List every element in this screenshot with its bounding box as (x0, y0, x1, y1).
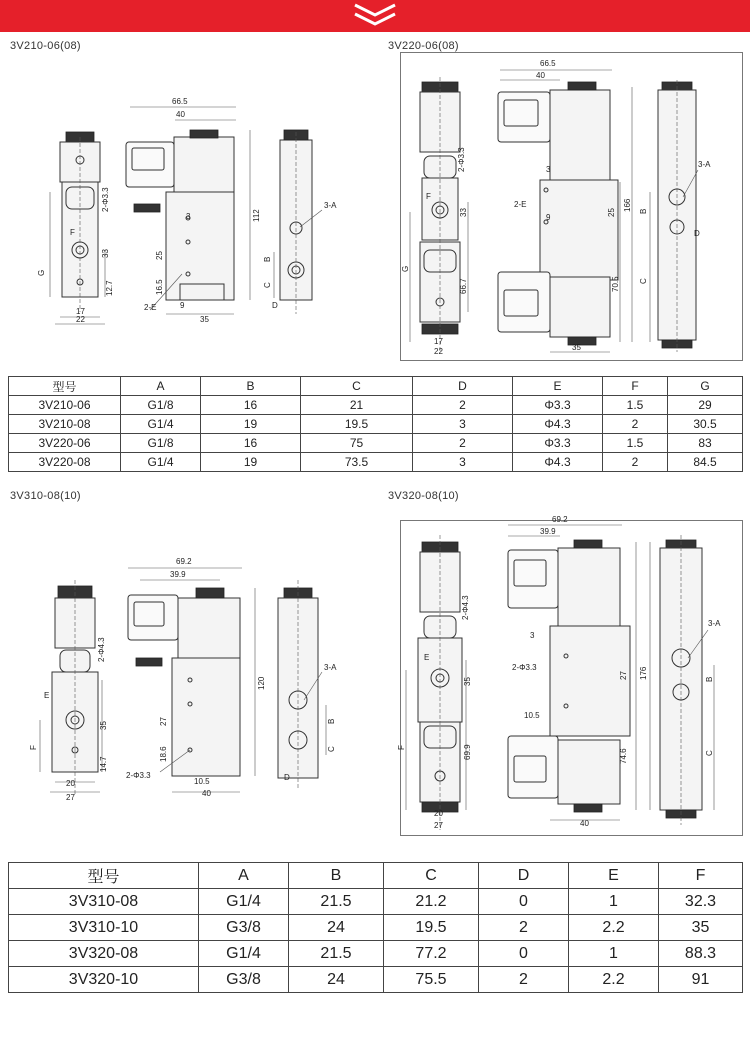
dim-label: 25 (155, 251, 164, 260)
table-header-row (9, 863, 743, 889)
column-header: C (301, 377, 413, 396)
table-cell: 35 (659, 915, 743, 941)
table-cell: G1/4 (121, 453, 201, 472)
table-cell: G3/8 (199, 915, 289, 941)
dim-label: 3-A (324, 663, 337, 672)
dim-label: 66.7 (459, 278, 468, 294)
double-chevron-down-icon (347, 2, 403, 28)
dim-label: 2-Φ3.3 (512, 663, 537, 672)
dim-label: 2-Φ4.3 (461, 595, 470, 620)
table-cell: G1/8 (121, 434, 201, 453)
dim-label: B (705, 676, 714, 682)
dim-label: 66.5 (172, 97, 188, 106)
table-cell: 21.5 (289, 889, 384, 915)
dim-label: 39.9 (170, 570, 186, 579)
dim-label: 25 (607, 208, 616, 217)
spec-table-3v2 (8, 376, 743, 472)
table-cell: 3V320-10 (9, 967, 199, 993)
table-cell: 1.5 (603, 396, 668, 415)
dim-label: 10.5 (194, 777, 210, 786)
dim-label: 22 (76, 315, 85, 324)
table-cell: 3V210-06 (9, 396, 121, 415)
drawing-3v320 (397, 515, 742, 835)
table-cell: G1/4 (199, 941, 289, 967)
table-row (9, 941, 743, 967)
table-cell: 16 (201, 396, 301, 415)
dim-label: 10.5 (524, 711, 540, 720)
dim-label: D (284, 773, 290, 782)
dim-label: D (694, 229, 700, 238)
dim-label: 35 (99, 721, 108, 730)
dim-label: 40 (202, 789, 211, 798)
drawing-3v220 (400, 52, 742, 360)
dim-label: 27 (159, 717, 168, 726)
table-cell: 24 (289, 967, 384, 993)
dim-label: 18.6 (159, 746, 168, 762)
dim-label: G (401, 265, 410, 272)
table-cell: 21.5 (289, 941, 384, 967)
dim-label: D (272, 301, 278, 310)
table-cell: 88.3 (659, 941, 743, 967)
table-cell: 3V320-08 (9, 941, 199, 967)
table-cell: 19.5 (301, 415, 413, 434)
table-cell: 2.2 (569, 915, 659, 941)
column-header: D (413, 377, 513, 396)
table-cell: 3V310-08 (9, 889, 199, 915)
table-cell: 3V310-10 (9, 915, 199, 941)
table-cell: 0 (479, 941, 569, 967)
dim-label: 35 (200, 315, 209, 324)
table-cell: 3V220-06 (9, 434, 121, 453)
dim-label: 40 (580, 819, 589, 828)
dim-label: 69.2 (176, 557, 192, 566)
column-header: G (668, 377, 743, 396)
table-cell: 2 (603, 453, 668, 472)
dim-label: 9 (546, 213, 551, 222)
dim-label: 12.7 (105, 280, 114, 296)
dim-label: 2-Φ3.3 (101, 187, 110, 212)
table-cell: 91 (659, 967, 743, 993)
dim-label: B (639, 208, 648, 214)
table-row (9, 453, 743, 472)
drawing-3v310 (0, 540, 385, 810)
dim-label: 17 (434, 337, 443, 346)
table-cell: 1 (569, 941, 659, 967)
table-cell: 84.5 (668, 453, 743, 472)
table-cell: 16 (201, 434, 301, 453)
table-row (9, 396, 743, 415)
dim-label: 3-A (324, 201, 337, 210)
dim-label: 3-A (708, 619, 721, 628)
table-cell: 3V220-08 (9, 453, 121, 472)
table-cell: 2 (603, 415, 668, 434)
dim-label: 20 (434, 809, 443, 818)
dim-label: 17 (76, 307, 85, 316)
table-row (9, 967, 743, 993)
table-cell: 1 (569, 889, 659, 915)
section-title-3v210: 3V210-06(08) (10, 40, 81, 52)
dim-label: 66.5 (540, 59, 556, 68)
dim-label: 40 (176, 110, 185, 119)
dim-label: 27 (434, 821, 443, 830)
dim-label: 3 (530, 631, 535, 640)
table-cell: 2 (413, 396, 513, 415)
table-cell: 3 (413, 415, 513, 434)
column-header: 型号 (9, 377, 121, 396)
table-cell: G1/4 (121, 415, 201, 434)
drawing-3v210 (0, 52, 385, 327)
dim-label: 2-Φ3.3 (126, 771, 151, 780)
dim-label: 120 (257, 676, 266, 690)
table-cell: Φ3.3 (513, 434, 603, 453)
dim-label: 2-Φ3.3 (457, 147, 466, 172)
table-cell: G1/4 (199, 889, 289, 915)
dim-label: F (426, 192, 431, 201)
dim-label: C (263, 282, 272, 288)
dim-label: 2-Φ4.3 (97, 637, 106, 662)
dim-label: E (44, 691, 50, 700)
column-header: A (121, 377, 201, 396)
table-cell: 24 (289, 915, 384, 941)
table-cell: 30.5 (668, 415, 743, 434)
dim-label: 112 (252, 209, 261, 222)
table-cell: 2.2 (569, 967, 659, 993)
table-cell: 2 (413, 434, 513, 453)
column-header: 型号 (9, 863, 199, 889)
table-cell: Φ4.3 (513, 453, 603, 472)
column-header: F (659, 863, 743, 889)
table-cell: 73.5 (301, 453, 413, 472)
dim-label: 33 (459, 208, 468, 217)
dim-label: 69.2 (552, 515, 568, 524)
column-header: B (289, 863, 384, 889)
dim-label: 22 (434, 347, 443, 356)
table-header-row (9, 377, 743, 396)
dim-label: 20 (66, 779, 75, 788)
table-cell: G3/8 (199, 967, 289, 993)
header-banner (0, 0, 750, 32)
table-cell: 29 (668, 396, 743, 415)
dim-label: C (327, 746, 336, 752)
table-cell: 83 (668, 434, 743, 453)
dim-label: 27 (66, 793, 75, 802)
table-cell: 21 (301, 396, 413, 415)
table-cell: 21.2 (384, 889, 479, 915)
dim-label: 9 (180, 301, 185, 310)
table-cell: 19 (201, 415, 301, 434)
table-cell: Φ3.3 (513, 396, 603, 415)
dim-label: 166 (623, 198, 632, 212)
table-cell: 75 (301, 434, 413, 453)
column-header: E (513, 377, 603, 396)
column-header: E (569, 863, 659, 889)
table-cell: 77.2 (384, 941, 479, 967)
table-cell: 3V210-08 (9, 415, 121, 434)
table-cell: 2 (479, 915, 569, 941)
dim-label: 2-E (514, 200, 527, 209)
dim-label: 35 (463, 677, 472, 686)
dim-label: G (37, 269, 46, 276)
dim-label: F (397, 745, 406, 750)
column-header: C (384, 863, 479, 889)
table-cell: 3 (413, 453, 513, 472)
table-cell: Φ4.3 (513, 415, 603, 434)
dim-label: 176 (639, 666, 648, 680)
dim-label: 3-A (698, 160, 711, 169)
column-header: A (199, 863, 289, 889)
section-title-3v320: 3V320-08(10) (388, 490, 459, 502)
column-header: B (201, 377, 301, 396)
dim-label: C (705, 750, 714, 756)
dim-label: 39.9 (540, 527, 556, 536)
table-cell: 19.5 (384, 915, 479, 941)
dim-label: 2-E (144, 303, 157, 312)
dim-label: 14.7 (99, 756, 108, 772)
column-header: F (603, 377, 668, 396)
dim-label: 3 (186, 212, 191, 221)
table-row (9, 889, 743, 915)
table-cell: 19 (201, 453, 301, 472)
dim-label: 69.9 (463, 744, 472, 760)
dim-label: 70.5 (611, 276, 620, 292)
spec-table-3v3 (8, 862, 743, 993)
dim-label: 27 (619, 671, 628, 680)
table-cell: G1/8 (121, 396, 201, 415)
dim-label: 35 (572, 343, 581, 352)
dim-label: 33 (101, 249, 110, 258)
table-row (9, 434, 743, 453)
column-header: D (479, 863, 569, 889)
dim-label: B (327, 718, 336, 724)
section-title-3v220: 3V220-06(08) (388, 40, 459, 52)
dim-label: F (70, 228, 75, 237)
table-cell: 0 (479, 889, 569, 915)
table-row (9, 415, 743, 434)
dim-label: 16.5 (155, 279, 164, 295)
dim-label: E (424, 653, 430, 662)
dim-label: 3 (546, 165, 551, 174)
section-title-3v310: 3V310-08(10) (10, 490, 81, 502)
dim-label: F (29, 745, 38, 750)
table-row (9, 915, 743, 941)
table-cell: 2 (479, 967, 569, 993)
dim-label: 40 (536, 71, 545, 80)
dim-label: 74.6 (619, 748, 628, 764)
dim-label: C (639, 278, 648, 284)
table-cell: 1.5 (603, 434, 668, 453)
table-cell: 75.5 (384, 967, 479, 993)
table-cell: 32.3 (659, 889, 743, 915)
dim-label: B (263, 256, 272, 262)
